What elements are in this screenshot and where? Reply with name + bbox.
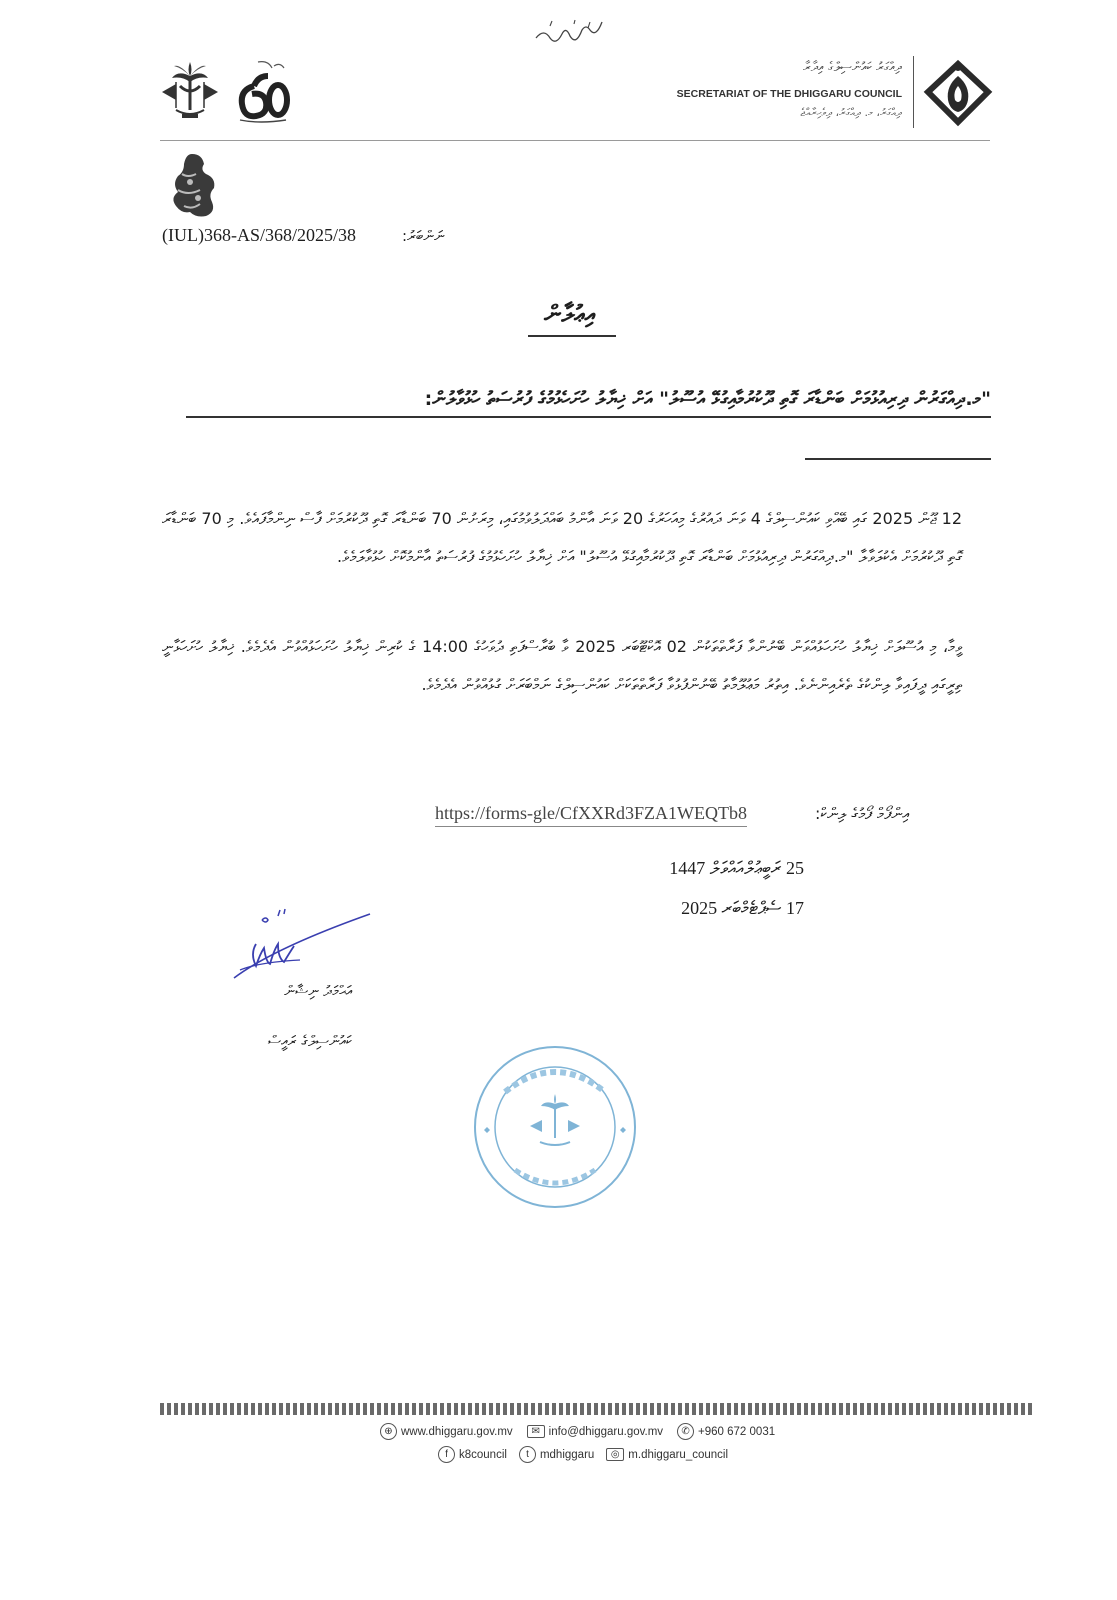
footer-contacts-row-1 bbox=[380, 1423, 820, 1440]
signer-title: ކައުންސިލްގެ ރައީސް bbox=[267, 1032, 352, 1050]
body-paragraph-1: 12 ޖޫން 2025 ގައި ބޭއްވި ކައުންސިލްގެ 4 ވަނަ ދައުރުގެ މިއަހަރުގެ 20 ވަނަ އާންމު ބައްދަލުވުމުގައި، މިރަށުން 70 ބަންޑާރަ ގޮތި ދޫކުރުމަށް ފާސް ނިންމާފައެވެ. މި 70 ބަންޑާރަ ގޮތި ދޫކުރުމަށް އެކުލަވާލާ "މ.ދިއްގަރުން ދިރިއުޅުމަށް ބަންޑާރަ ގޮތި ދޫކުރުމާއިގުޅޭ އުސޫލު" އަށް ޚިޔާލު ހުށަހެޅުމުގެ ފުރުސަތު އާންމުކޮށް ހުޅުވާލަމެވެ. bbox=[162, 509, 962, 566]
bismillah-calligraphy bbox=[530, 18, 610, 48]
subject-underline-2 bbox=[805, 458, 991, 460]
twitter-icon: t bbox=[519, 1446, 536, 1463]
instagram-text: m.dhiggaru_council bbox=[628, 1448, 729, 1461]
sixty-anniversary-icon bbox=[232, 56, 294, 126]
signature-image bbox=[226, 906, 374, 988]
twitter-text: mdhiggaru bbox=[539, 1448, 595, 1461]
website-text: www.dhiggaru.gov.mv bbox=[401, 1425, 513, 1438]
twitter-contact[interactable] bbox=[519, 1446, 594, 1463]
form-link-label: އިންފޯމް ފޯމުގެ ލިންކް: bbox=[815, 804, 910, 823]
island-map-icon bbox=[162, 150, 224, 222]
footer-contacts-row-2 bbox=[438, 1446, 778, 1463]
instagram-icon: ◎ bbox=[606, 1448, 624, 1461]
logo-divider bbox=[913, 56, 914, 128]
globe-icon: ⊕ bbox=[380, 1423, 397, 1440]
signer-name: އަޙްމަދު ނިޝާން bbox=[284, 982, 352, 1000]
phone-text: +960 672 0031 bbox=[698, 1425, 776, 1438]
website-contact[interactable] bbox=[380, 1423, 513, 1440]
maldives-emblem-icon bbox=[158, 56, 222, 126]
email-contact[interactable] bbox=[527, 1425, 663, 1438]
council-name-dhivehi: ދިއްގަރު ކައުންސިލްގެ އިދާރާ bbox=[802, 60, 902, 75]
phone-icon: ✆ bbox=[677, 1423, 694, 1440]
council-stamp-icon bbox=[470, 1042, 640, 1212]
dhiggaru-council-logo-icon bbox=[922, 58, 994, 128]
facebook-contact[interactable] bbox=[438, 1446, 507, 1463]
heading-underline bbox=[528, 335, 616, 337]
date-hijri: 25 ރަބީޢުލްއައްވަލް 1447 bbox=[669, 858, 804, 878]
instagram-contact[interactable] bbox=[606, 1448, 728, 1461]
document-heading: އިޢުލާން bbox=[544, 300, 596, 328]
reference-label: ނަންބަރު: bbox=[402, 227, 445, 245]
header-divider bbox=[160, 140, 990, 141]
footer-dash-divider bbox=[160, 1403, 1032, 1415]
council-name-english: SECRETARIAT OF THE DHIGGARU COUNCIL bbox=[676, 88, 902, 100]
reference-number: (IUL)368-AS/368/2025/38 bbox=[162, 225, 356, 245]
document-subject: "މ.ދިއްގަރުން ދިރިއުޅުމަށް ބަންޑާރަ ގޮތި ދޫކުރުމާއިގުޅޭ އުސޫލު" އަށް ޚިޔާލު ހުށަހެޅުމުގެ ފުރުސަތު ހުޅުވާލުން: bbox=[424, 388, 991, 410]
facebook-text: k8council bbox=[459, 1448, 507, 1461]
form-link[interactable]: https://forms-gle/CfXXRd3FZA1WEQTb8 bbox=[435, 803, 747, 827]
mail-icon: ✉ bbox=[527, 1425, 545, 1438]
email-text: info@dhiggaru.gov.mv bbox=[548, 1425, 664, 1438]
body-paragraph-2: ވީމާ، މި އުސޫލަށް ޚިޔާލު ހުށަހަޅުއްވަން ބޭނުންވާ ފަރާތްތަކުން 02 އޮކްޓޫބަރ 2025 ވާ ބުރާސްފަތި ދުވަހުގެ 14:00 ގެ ކުރިން ޚިޔާލު ހުށަހަޅުއްވުން އެދެމެވެ. ޚިޔާލު ހުށަހަޅާނީ ތިރީގައި ދީފައިވާ ލިންކުގެ ތެރެއިންނެވެ. އިތުރު މަޢުލޫމާތު ބޭނުންފުޅުވާ ފަރާތްތަކަށް ކައުންސިލްގެ ނަމްބަރަށް ގުޅުއްވުން އެދެމެވެ. bbox=[162, 637, 963, 694]
date-gregorian: 17 ސެޕްޓެމްބަރ 2025 bbox=[681, 898, 804, 918]
facebook-icon: f bbox=[438, 1446, 455, 1463]
phone-contact[interactable] bbox=[677, 1423, 775, 1440]
subject-underline bbox=[186, 416, 991, 418]
council-address-dhivehi: ދިއްގަރު، މ. ދިއްގަރު، ދިވެހިރާއްޖެ bbox=[800, 106, 902, 119]
